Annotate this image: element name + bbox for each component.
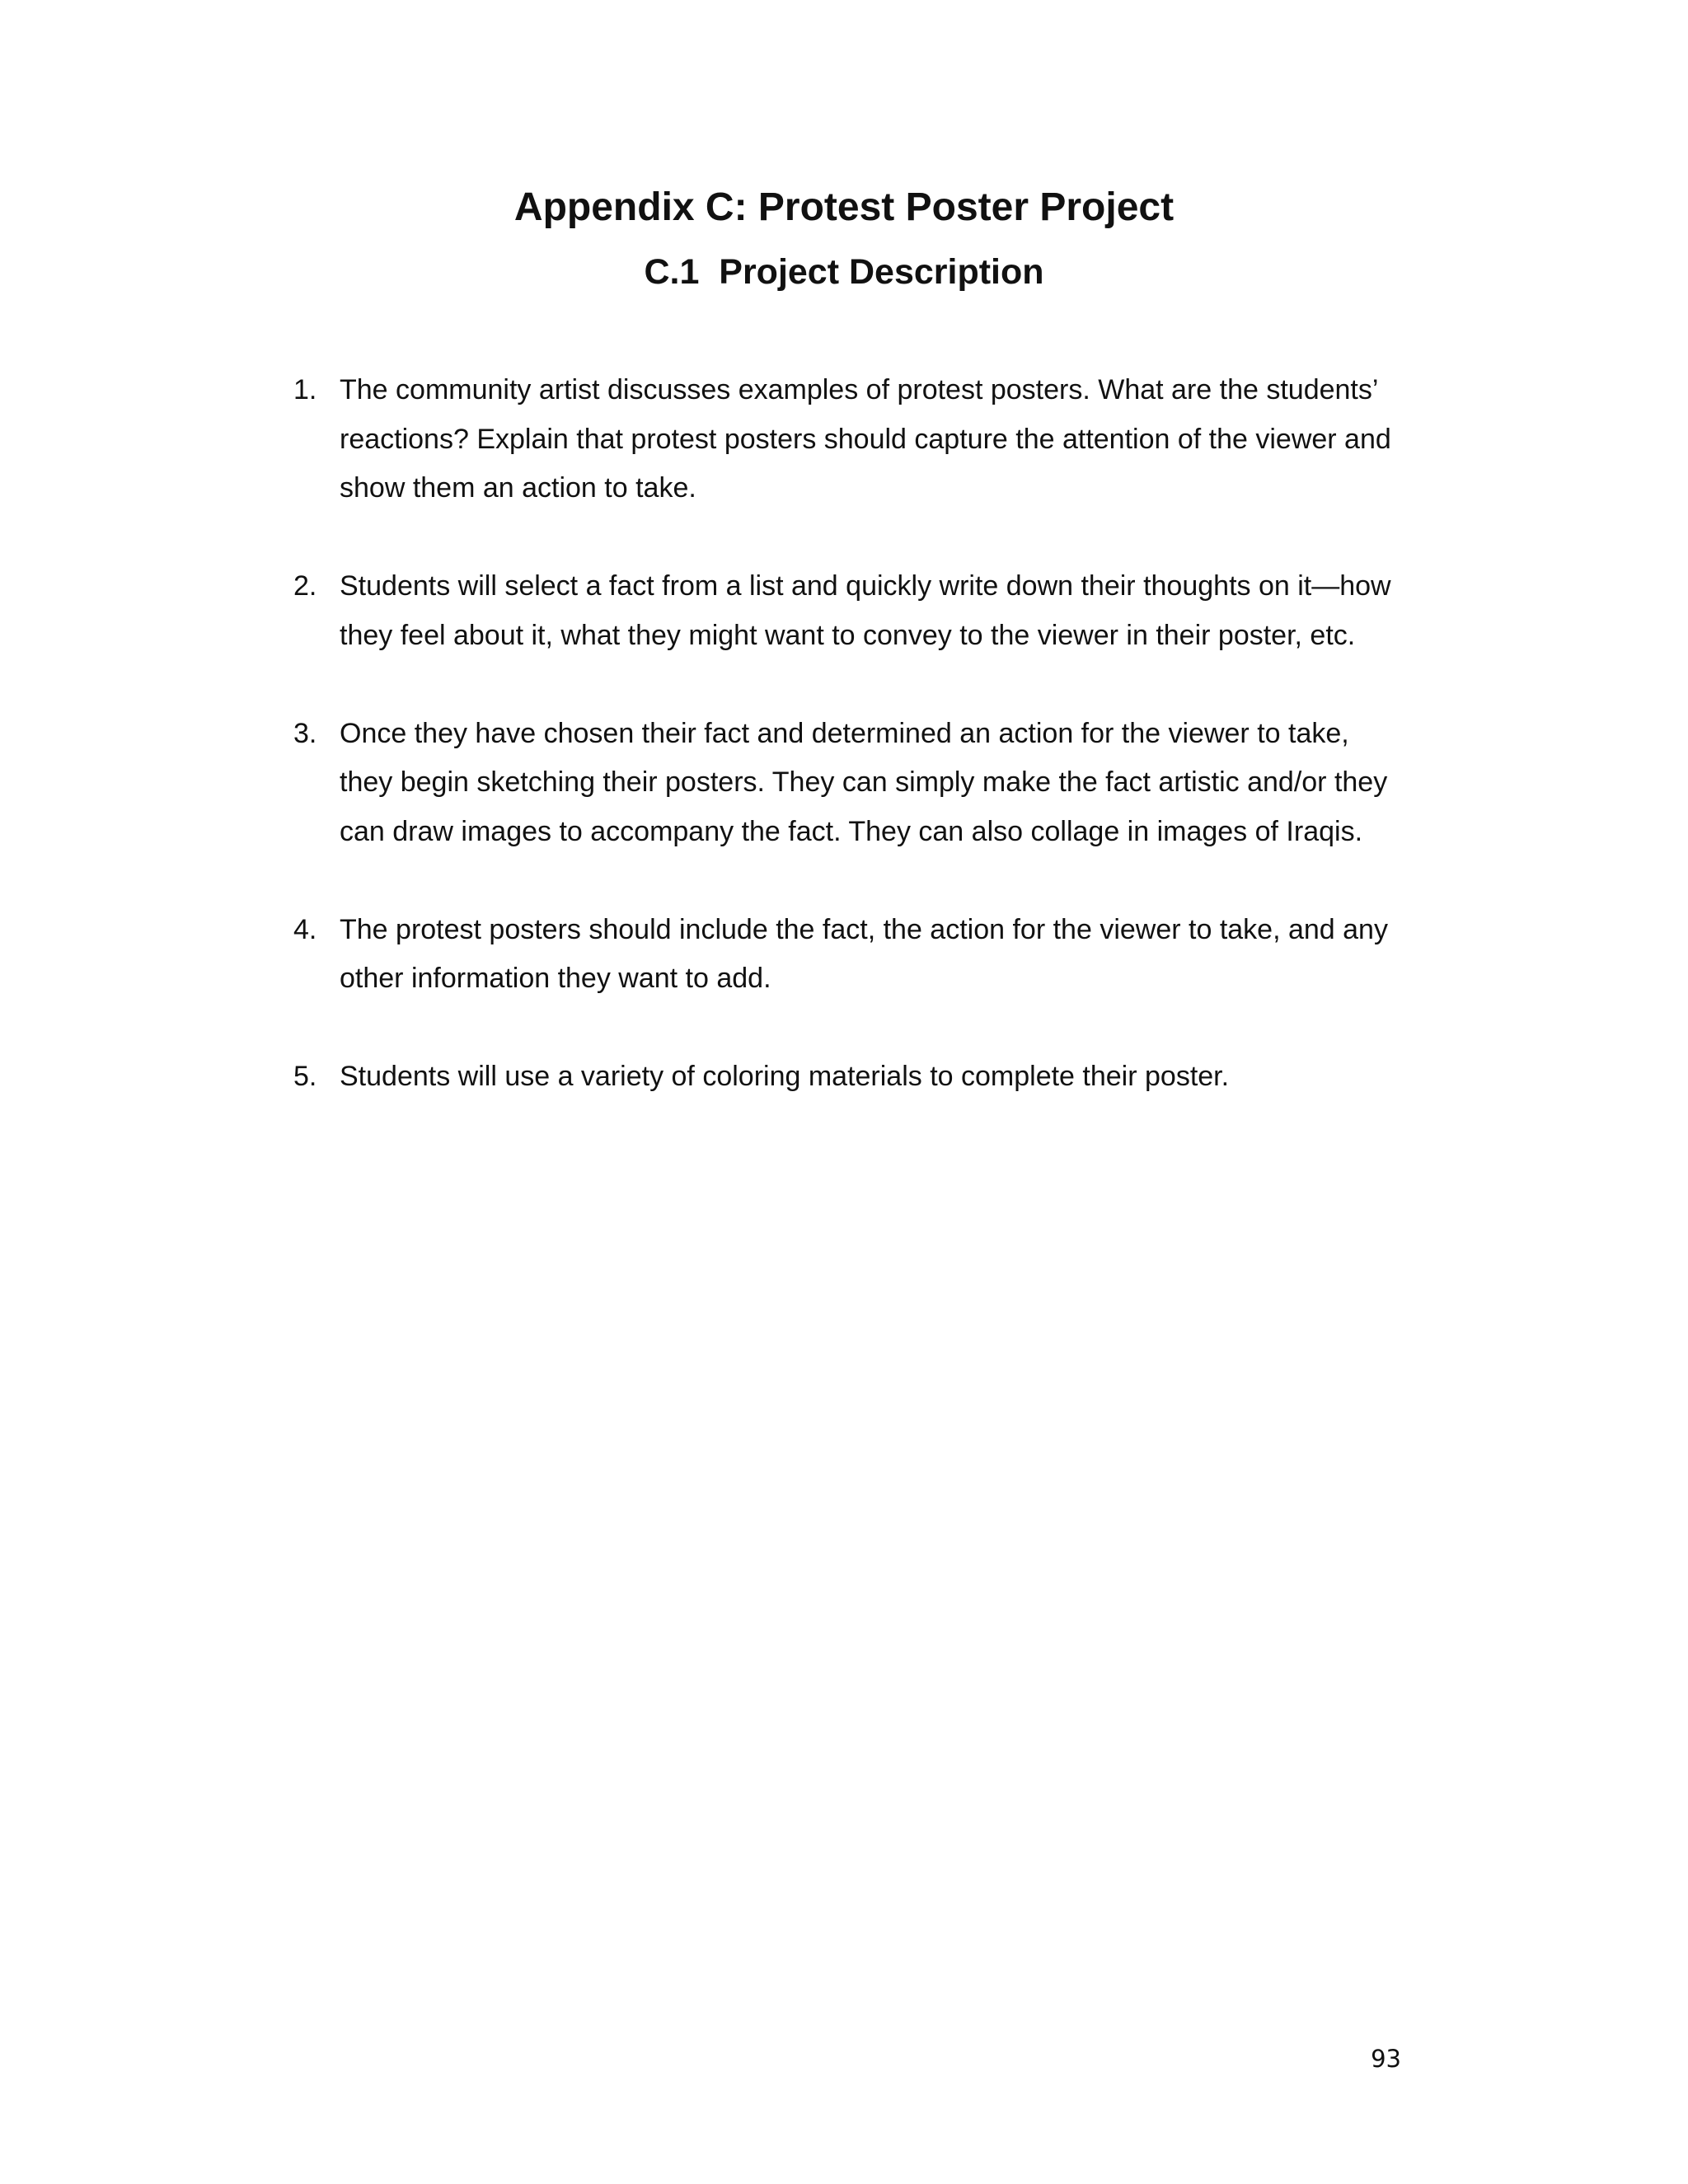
list-item bbox=[293, 1052, 1406, 1102]
project-steps-list bbox=[293, 366, 1406, 1102]
list-item-text: Once they have chosen their fact and determined an action for the viewer to take, they begin sketching their posters. They can simply make the fact artistic and/or they can draw images to accompany the fact. They can also collage in images of Iraqis. bbox=[340, 717, 1388, 847]
list-item-number: 5. bbox=[293, 1061, 317, 1092]
page-number: 93 bbox=[1371, 2045, 1401, 2073]
section-heading: C.1 Project Description bbox=[644, 252, 1044, 292]
list-item-number: 4. bbox=[293, 913, 317, 945]
list-item-text: Students will select a fact from a list and quickly write down their thoughts on it—how they feel about it, what they might want to convey to the viewer in their poster, etc. bbox=[340, 570, 1391, 651]
list-item bbox=[293, 366, 1406, 513]
list-item-text: The community artist discusses examples of protest posters. What are the students’ reactions? Explain that protest posters should capture the attention of the viewer and show them an action to take. bbox=[340, 374, 1391, 504]
list-item-text: The protest posters should include the fact, the action for the viewer to take, and any other information they want to add. bbox=[340, 913, 1388, 994]
list-item bbox=[293, 906, 1406, 1004]
list-item-text: Students will use a variety of coloring materials to complete their poster. bbox=[340, 1061, 1230, 1092]
list-item-number: 3. bbox=[293, 717, 317, 749]
list-item bbox=[293, 710, 1406, 857]
list-item-number: 2. bbox=[293, 570, 317, 602]
list-item bbox=[293, 562, 1406, 660]
list-item-number: 1. bbox=[293, 374, 317, 405]
page-title: Appendix C: Protest Poster Project bbox=[513, 185, 1175, 229]
